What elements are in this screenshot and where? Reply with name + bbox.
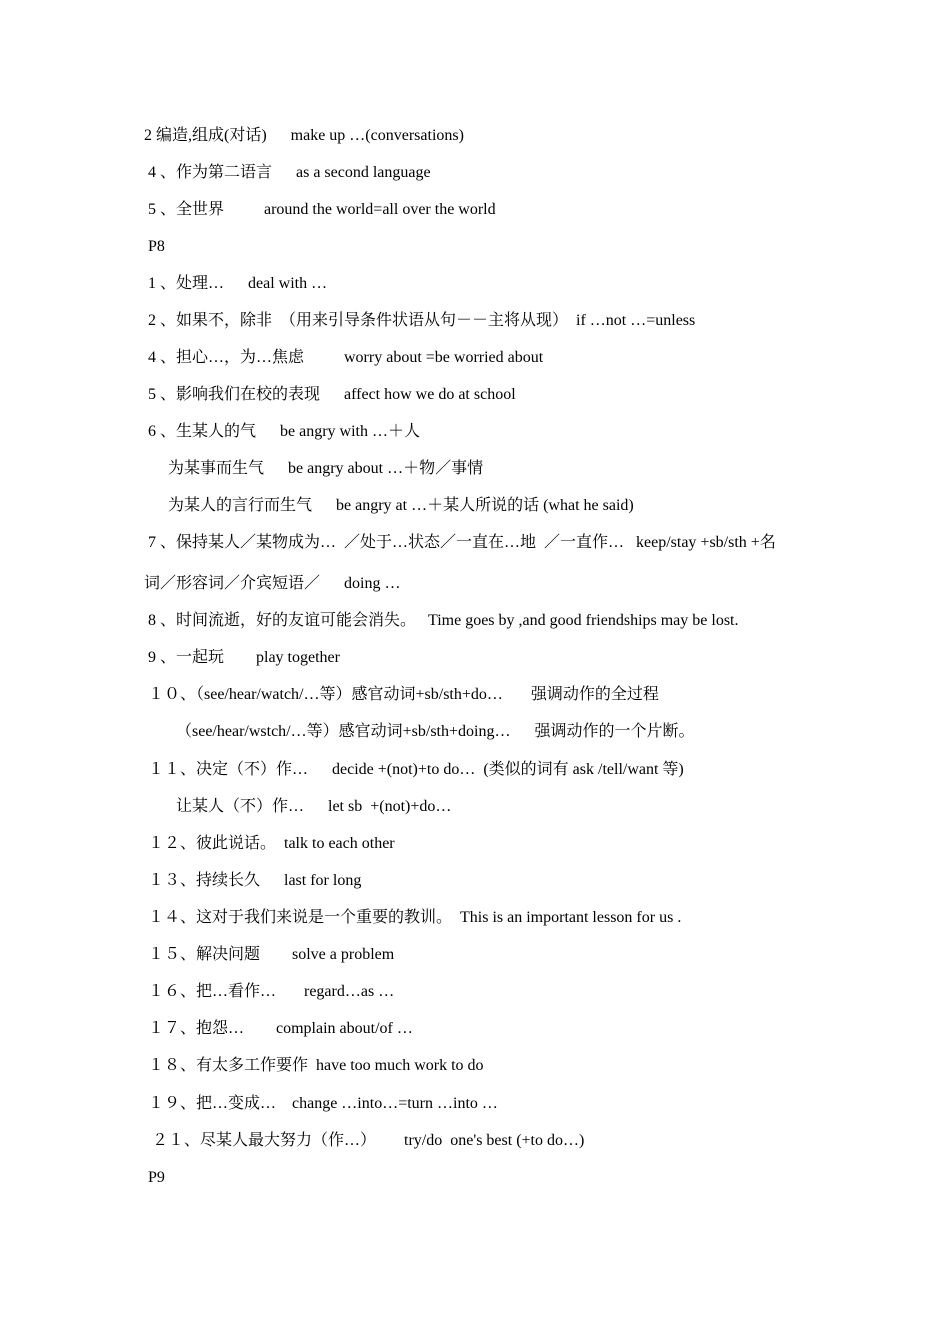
text-line: 9 、一起玩 play together [144,649,340,666]
text-line: １９、把…变成… change …into…=turn …into … [144,1095,498,1112]
text-line: （see/hear/wstch/…等）感官动词+sb/sth+doing… 强调动作的一个片断。 [144,723,695,740]
text-line: 词／形容词／介宾短语／ doing … [144,575,401,592]
text-line: 5 、影响我们在校的表现 affect how we do at school [144,386,516,403]
text-line: 1 、处理… deal with … [144,275,328,292]
text-line: １８、有太多工作要作 have too much work to do [144,1057,484,1074]
text-line: １５、解决问题 solve a problem [144,946,395,963]
text-line: 2 、如果不，除非 （用来引导条件状语从句－－主将从现） if …not …=unless [144,312,696,329]
text-line: １１、决定（不）作… decide +(not)+to do… (类似的词有 ask /tell/want 等) [144,761,684,778]
text-line: ２１、尽某人最大努力（作…） try/do one's best (+to do…) [144,1132,585,1149]
text-line: 为某人的言行而生气 be angry at …＋某人所说的话 (what he said) [144,497,634,514]
text-line: 4 、担心…，为…焦虑 worry about =be worried about [144,349,544,366]
text-line: 为某事而生气 be angry about …＋物／事情 [144,460,484,477]
text-line: 7 、保持某人／某物成为… ／处于…状态／一直在…地 ／一直作… keep/stay +sb/sth +名 [144,534,776,551]
text-line: 8 、时间流逝，好的友谊可能会消失。 Time goes by ,and good friendships may be lost. [144,612,739,629]
text-line: １４、这对于我们来说是一个重要的教训。 This is an important lesson for us . [144,909,682,926]
text-line: 2 编造,组成(对话) make up …(conversations) [144,127,464,144]
text-line: １２、彼此说话。 talk to each other [144,835,395,852]
text-line: 4 、作为第二语言 as a second language [144,164,431,181]
text-line: P8 [144,238,165,255]
text-line: １７、抱怨… complain about/of … [144,1020,413,1037]
text-line: 5 、全世界 around the world=all over the world [144,201,496,218]
text-line: １０、（see/hear/watch/…等）感官动词+sb/sth+do… 强调动作的全过程 [144,686,659,703]
text-line: １６、把…看作… regard…as … [144,983,395,1000]
text-line: 让某人（不）作… let sb +(not)+do… [144,798,452,815]
text-line: P9 [144,1169,165,1186]
text-line: 6 、生某人的气 be angry with …＋人 [144,423,420,440]
text-line: １３、持续长久 last for long [144,872,362,889]
